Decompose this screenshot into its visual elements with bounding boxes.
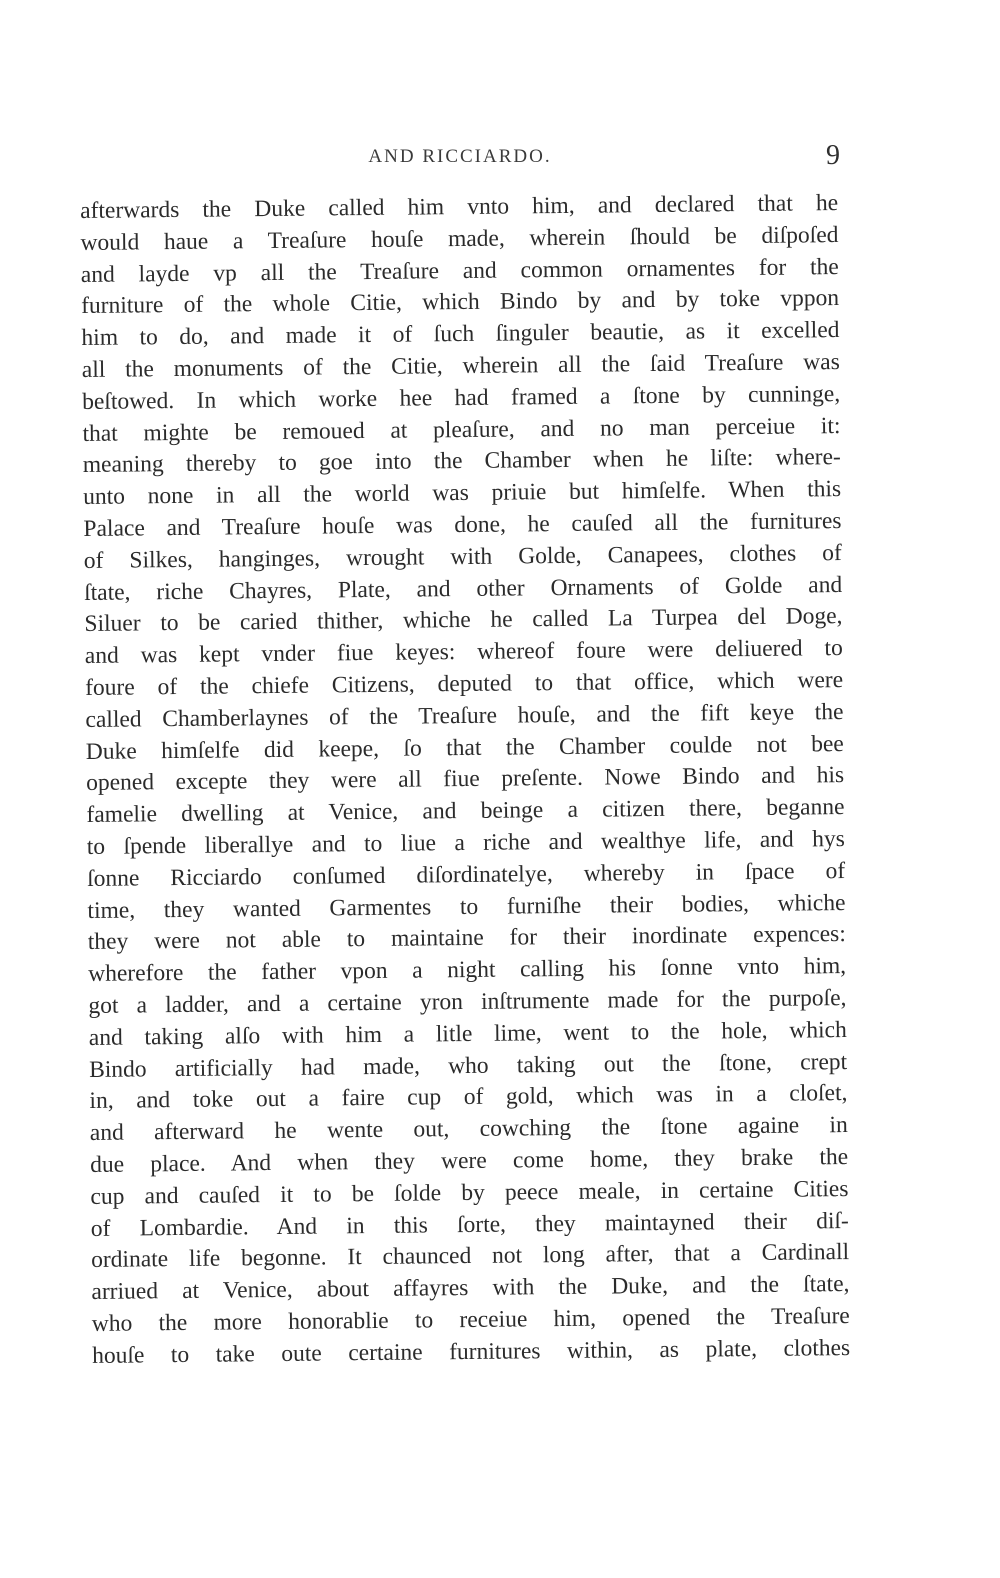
text-line: ſtate, riche Chayres, Plate, and other Ornaments of Golde and (84, 571, 843, 606)
text-line: afterwards the Duke called him vnto him, and declared that he (80, 190, 839, 224)
page-number: 9 (826, 140, 840, 171)
text-line: and taking alſo with him a litle lime, went to the hole, which (88, 1016, 847, 1051)
text-line: Palace and Treaſure houſe was done, he cauſed all the furnitures (83, 508, 842, 542)
text-line: Siluer to be caried thither, whiche he called La Turpea del Doge, (84, 603, 843, 638)
text-line: meaning thereby to goe into the Chamber when he liſte: where- (82, 444, 841, 479)
text-line: all the monuments of the Citie, wherein all the ſaid Treaſure was (81, 349, 840, 383)
text-line: him to do, and made it of ſuch ſinguler beautie, as it excelled (81, 317, 840, 352)
text-line: cup and cauſed it to be ſolde by peece meale, in certaine Cities (90, 1175, 849, 1210)
text-line: unto none in all the world was priuie but himſelfe. When this (83, 476, 842, 511)
running-head (80, 140, 840, 180)
text-line: time, they wanted Garmentes to furniſhe their bodies, whiche (87, 889, 846, 924)
text-line: arriued at Venice, about affayres with the Duke, and the ſtate, (91, 1271, 850, 1306)
text-line: foure of the chiefe Citizens, deputed to that office, which were (85, 666, 844, 701)
text-line: called Chamberlaynes of the Treaſure houſe, and the fift keye the (85, 698, 844, 733)
text-line: ſonne Ricciardo conſumed diſordinatelye, whereby in ſpace of (87, 857, 846, 892)
text-line: of Silkes, hanginges, wrought with Golde, Canapees, clothes of (83, 539, 842, 574)
text-line: Duke himſelfe did keepe, ſo that the Chamber coulde not bee (85, 730, 844, 765)
text-line: would haue a Treaſure houſe made, wherein ſhould be diſpoſed (80, 221, 839, 256)
text-line: ordinate life begonne. It chaunced not long after, that a Cardinall (91, 1239, 850, 1274)
text-line: due place. And when they were come home, they brake the (90, 1143, 849, 1178)
text-line: they were not able to maintaine for their inordinate expences: (87, 921, 846, 956)
text-line: got a ladder, and a certaine yron inſtrumente made for the purpoſe, (88, 984, 847, 1019)
text-line: that mighte be remoued at pleaſure, and no man perceiue it: (82, 412, 841, 447)
running-title: AND RICCIARDO. (368, 146, 552, 167)
text-line: who the more honorablie to receiue him, opened the Treaſure (91, 1302, 850, 1337)
text-line: in, and toke out a faire cup of gold, which was in a cloſet, (89, 1080, 848, 1115)
text-line: to ſpende liberallye and to liue a riche and wealthye life, and hys (86, 825, 845, 860)
text-line: opened excepte they were all fiue preſente. Nowe Bindo and his (86, 762, 845, 797)
text-line: Bindo artificially had made, who taking out the ſtone, crept (89, 1048, 848, 1083)
text-line: famelie dwelling at Venice, and beinge a citizen there, beganne (86, 794, 845, 829)
text-line: and afterward he wente out, cowching the ſtone againe in (89, 1112, 848, 1147)
text-line: and was kept vnder fiue keyes: whereof foure were deliuered to (84, 635, 843, 670)
text-line: furniture of the whole Citie, which Bindo by and by toke vppon (81, 285, 840, 320)
body-text (80, 188, 850, 1372)
text-line: and layde vp all the Treaſure and common ornamentes for the (80, 253, 839, 288)
text-line: houſe to take oute certaine furnitures within, as plate, clothes (92, 1334, 851, 1369)
text-line: of Lombardie. And in this ſorte, they maintayned their diſ- (90, 1207, 849, 1242)
text-line: wherefore the father vpon a night calling his ſonne vnto him, (88, 953, 847, 988)
text-line: beſtowed. In which worke hee had framed a ſtone by cunninge, (82, 380, 841, 415)
